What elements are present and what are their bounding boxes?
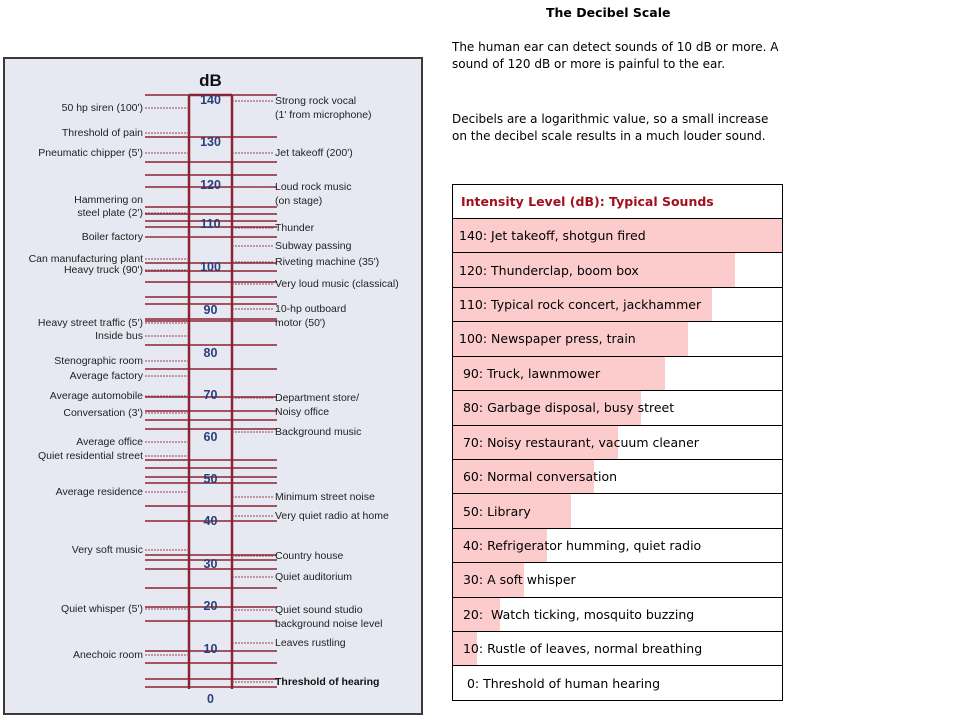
left-sound-label: Average residence [55, 486, 143, 498]
right-sound-label: Very quiet radio at home [275, 510, 389, 522]
right-sound-label: Thunder [275, 222, 315, 234]
intensity-table [452, 184, 783, 701]
right-sound-label: Quiet sound studio [275, 604, 363, 616]
right-sound-label: Noisy office [275, 406, 330, 418]
left-sound-label: Average factory [69, 370, 143, 382]
table-row-label: 70: Noisy restaurant, vacuum cleaner [459, 434, 699, 450]
table-row [453, 322, 782, 356]
tick-label: 50 [203, 472, 218, 486]
table-row-label: 80: Garbage disposal, busy street [459, 400, 675, 416]
left-sound-label: Conversation (3') [63, 407, 143, 419]
table-row [453, 357, 782, 391]
tick-label: 20 [203, 599, 218, 613]
right-sound-label: 10-hp outboard [275, 303, 347, 315]
table-row [453, 494, 782, 528]
left-sound-label: Boiler factory [81, 231, 143, 243]
table-row [453, 598, 782, 632]
left-sound-label: steel plate (2') [77, 207, 143, 219]
right-sound-label: Minimum street noise [275, 491, 375, 503]
left-sound-label: Quiet residential street [37, 450, 143, 462]
table-row-label: 20: Watch ticking, mosquito buzzing [459, 606, 695, 622]
tick-label: 130 [200, 135, 221, 149]
tick-label: 90 [203, 303, 218, 317]
left-sound-label: Anechoic room [72, 649, 143, 661]
tick-label: 120 [200, 178, 221, 192]
right-sound-label: Strong rock vocal [275, 95, 357, 107]
left-sound-label: Heavy truck (90') [63, 264, 143, 276]
tick-label: 10 [203, 642, 218, 656]
right-sound-label: Loud rock music [275, 181, 352, 193]
left-sound-label: Threshold of pain [61, 127, 143, 139]
right-sound-label: Subway passing [275, 240, 352, 252]
table-row-label: 50: Library [459, 503, 531, 519]
table-row-label: 30: A soft whisper [459, 572, 576, 588]
table-row-label: 120: Thunderclap, boom box [459, 262, 639, 278]
tick-label: 140 [200, 93, 221, 107]
table-row-label: 90: Truck, lawnmower [459, 365, 601, 381]
right-sound-label: background noise level [275, 618, 383, 630]
table-header: Intensity Level (dB): Typical Sounds [453, 185, 782, 219]
decibel-scale-svg [5, 59, 421, 713]
table-row [453, 426, 782, 460]
table-row-label: 140: Jet takeoff, shotgun fired [459, 228, 646, 244]
right-sound-label: Department store/ [275, 392, 360, 404]
table-row [453, 288, 782, 322]
left-sound-label: Stenographic room [54, 355, 143, 367]
left-sound-label: Inside bus [95, 330, 143, 342]
left-sound-label: Heavy street traffic (5') [37, 317, 143, 329]
right-sound-label: Jet takeoff (200') [275, 147, 353, 159]
tick-label: 30 [203, 557, 218, 571]
right-sound-label: motor (50') [275, 317, 326, 329]
table-row [453, 460, 782, 494]
left-sound-label: Hammering on [74, 194, 143, 206]
left-sound-label: Pneumatic chipper (5') [38, 147, 143, 159]
tick-label: 60 [203, 430, 218, 444]
right-sound-label: Quiet auditorium [275, 571, 353, 583]
table-row [453, 632, 782, 666]
intro-paragraph: The human ear can detect sounds of 10 dB or more. A sound of 120 dB or more is painful to the ear. [452, 40, 779, 71]
right-sound-label: Background music [275, 426, 362, 438]
tick-label: 110 [200, 217, 221, 231]
table-row-label: 110: Typical rock concert, jackhammer [459, 297, 702, 313]
table-row [453, 666, 782, 700]
table-row-label: 100: Newspaper press, train [459, 331, 636, 347]
right-sound-label: Country house [275, 550, 344, 562]
right-sound-label: Leaves rustling [275, 637, 346, 649]
right-sound-label: Threshold of hearing [275, 676, 380, 688]
left-sound-label: Average office [76, 436, 143, 448]
table-row [453, 219, 782, 253]
right-sound-label: (on stage) [275, 195, 323, 207]
tick-label: 80 [203, 346, 218, 360]
right-sound-label: Very loud music (classical) [275, 278, 399, 290]
left-sound-label: Very soft music [71, 544, 143, 556]
logarithmic-paragraph: Decibels are a logarithmic value, so a small increase on the decibel scale results in a much louder sound. [452, 112, 769, 143]
table-rows [453, 219, 782, 701]
table-row-label: 40: Refrigerator humming, quiet radio [459, 538, 702, 553]
right-sound-label: Riveting machine (35') [275, 256, 380, 268]
table-row [453, 529, 782, 563]
tick-label: 100 [200, 260, 221, 274]
tick-label: 40 [203, 514, 218, 528]
left-sound-label: Average automobile [49, 390, 143, 402]
page-title: The Decibel Scale [546, 5, 671, 20]
db-unit-label: dB [199, 71, 222, 90]
table-row-label: 10: Rustle of leaves, normal breathing [459, 641, 703, 657]
left-sound-label: 50 hp siren (100') [61, 102, 143, 114]
table-row-label: 60: Normal conversation [459, 469, 618, 485]
right-sound-label: (1' from microphone) [275, 109, 372, 121]
tick-label: 70 [203, 388, 218, 402]
left-sound-label: Can manufacturing plant [28, 253, 143, 265]
table-row [453, 253, 782, 287]
table-row [453, 563, 782, 597]
left-sound-label: Quiet whisper (5') [61, 603, 143, 615]
table-row [453, 391, 782, 425]
table-row-label: 0: Threshold of human hearing [459, 676, 661, 692]
decibel-scale-diagram [3, 57, 423, 715]
tick-label: 0 [207, 692, 214, 706]
